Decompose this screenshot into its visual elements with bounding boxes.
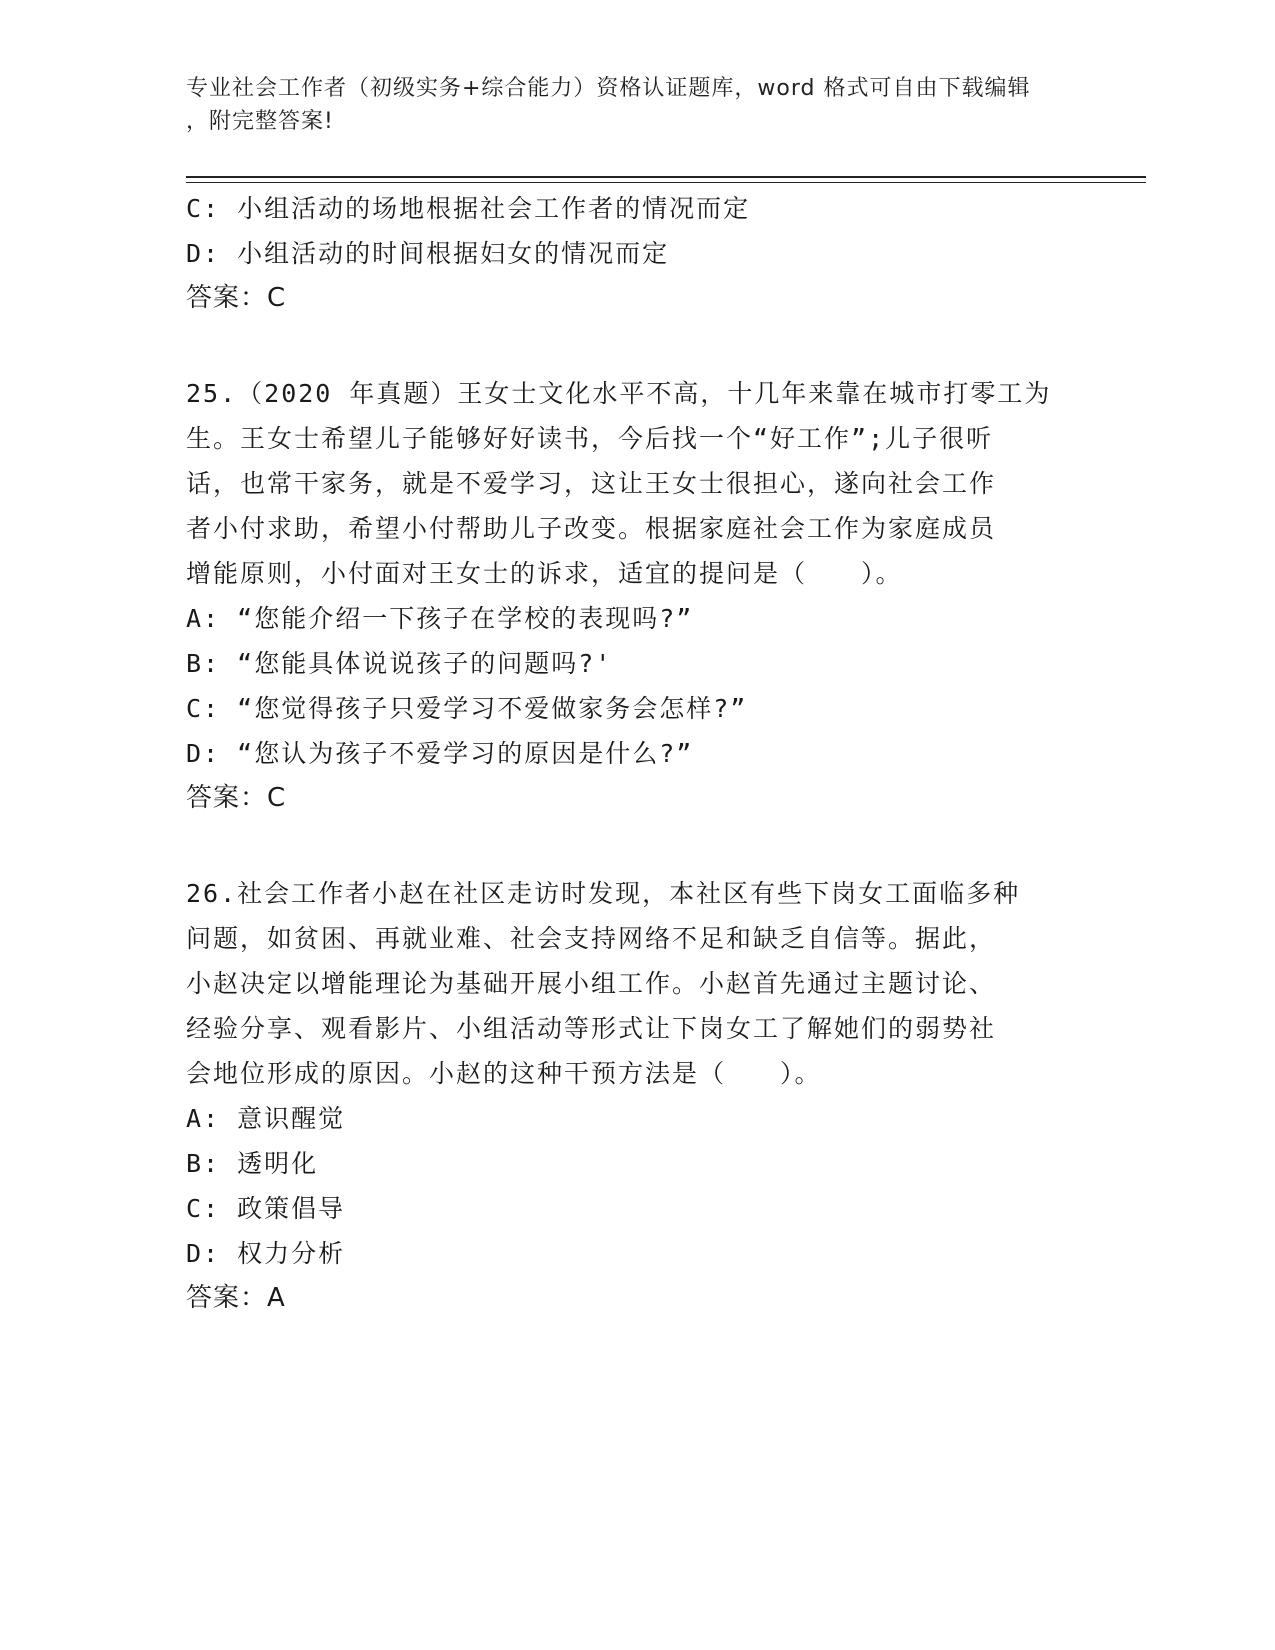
question-25-block xyxy=(186,371,1086,821)
answer-line: 答案：C xyxy=(186,283,287,313)
question-26-stem-line: 经验分享、观看影片、小组活动等形式让下岗女工了解她们的弱势社 xyxy=(186,1014,997,1043)
question-25-stem-line: 25.（2020 年真题）王女士文化水平不高，十几年来靠在城市打零工为 xyxy=(186,379,1052,408)
question-25-stem-line: 话，也常干家务，就是不爱学习，这让王女士很担心，遂向社会工作 xyxy=(186,469,997,498)
option-d: D: 小组活动的时间根据妇女的情况而定 xyxy=(186,239,670,268)
question-26-option-a: A: 意识醒觉 xyxy=(186,1104,346,1133)
question-25-stem-line: 者小付求助，希望小付帮助儿子改变。根据家庭社会工作为家庭成员 xyxy=(186,514,997,543)
question-25-option-b: B: “您能具体说说孩子的问题吗?' xyxy=(186,649,613,678)
question-25-option-a: A: “您能介绍一下孩子在学校的表现吗?” xyxy=(186,604,694,633)
question-25-stem-line: 增能原则，小付面对王女士的诉求，适宜的提问是（ ）。 xyxy=(186,559,903,588)
question-26-stem-line: 会地位形成的原因。小赵的这种干预方法是（ ）。 xyxy=(186,1059,822,1088)
question-26-answer: 答案：A xyxy=(186,1283,286,1313)
question-26-block xyxy=(186,871,1086,1321)
page-header xyxy=(186,72,1086,138)
question-26-option-c: C: 政策倡导 xyxy=(186,1194,346,1223)
prev-question-block xyxy=(186,186,1086,321)
option-c: C: 小组活动的场地根据社会工作者的情况而定 xyxy=(186,194,751,223)
question-25-stem-line: 生。王女士希望儿子能够好好读书，今后找一个“好工作”;儿子很听 xyxy=(186,424,994,453)
question-25-option-d: D: “您认为孩子不爱学习的原因是什么?” xyxy=(186,739,694,768)
question-content xyxy=(186,186,1086,1321)
question-25-answer: 答案：C xyxy=(186,783,287,813)
header-title-line-2: ，附完整答案! xyxy=(186,109,334,134)
question-26-stem-line: 小赵决定以增能理论为基础开展小组工作。小赵首先通过主题讨论、 xyxy=(186,969,997,998)
header-title-line-1: 专业社会工作者（初级实务+综合能力）资格认证题库，word 格式可自由下载编辑 xyxy=(186,76,1031,101)
question-25-option-c: C: “您觉得孩子只爱学习不爱做家务会怎样?” xyxy=(186,694,748,723)
header-divider-thin xyxy=(186,182,1146,183)
question-26-option-d: D: 权力分析 xyxy=(186,1239,346,1268)
question-26-option-b: B: 透明化 xyxy=(186,1149,319,1178)
question-26-stem-line: 26.社会工作者小赵在社区走访时发现，本社区有些下岗女工面临多种 xyxy=(186,879,1021,908)
question-26-stem-line: 问题，如贫困、再就业难、社会支持网络不足和缺乏自信等。据此， xyxy=(186,924,997,953)
header-divider-thick xyxy=(186,176,1146,178)
